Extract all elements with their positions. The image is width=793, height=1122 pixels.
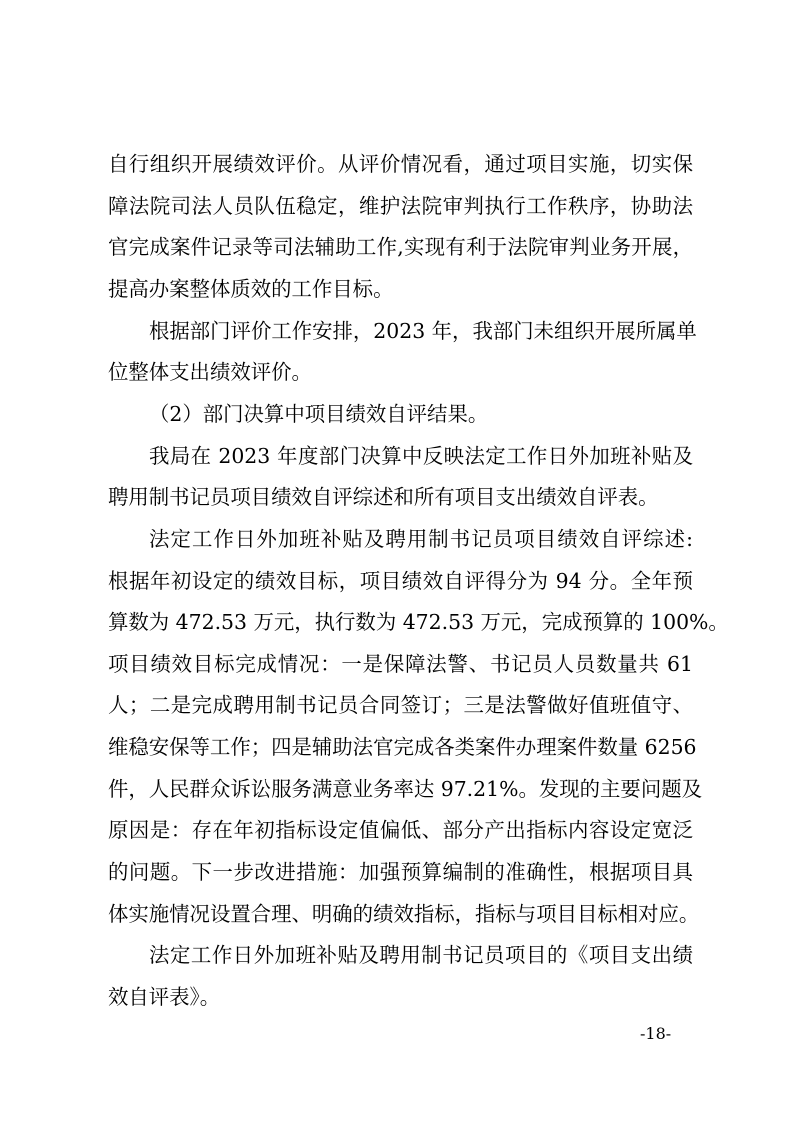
paragraph-line: 聘用制书记员项目绩效自评综述和所有项目支出绩效自评表。 <box>108 485 659 510</box>
paragraph-line: 人；二是完成聘用制书记员合同签订；三是法警做好值班值守、 <box>108 693 693 718</box>
paragraph-line: 位整体支出绩效评价。 <box>108 360 312 385</box>
section-heading: （2）部门决算中项目绩效自评结果。 <box>149 401 489 426</box>
paragraph-line: 件，人民群众诉讼服务满意业务率达 97.21%。发现的主要问题及 <box>108 776 702 801</box>
paragraph-line: 原因是：存在年初指标设定值偏低、部分产出指标内容设定宽泛 <box>108 818 693 843</box>
paragraph-line: 法定工作日外加班补贴及聘用制书记员项目的《项目支出绩 <box>149 943 693 968</box>
paragraph-line: 官完成案件记录等司法辅助工作,实现有利于法院审判业务开展， <box>108 235 693 260</box>
paragraph-line: 体实施情况设置合理、明确的绩效指标，指标与项目目标相对应。 <box>108 901 700 926</box>
paragraph-line: 法定工作日外加班补贴及聘用制书记员项目绩效自评综述: <box>149 526 693 551</box>
paragraph-line: 算数为 472.53 万元，执行数为 472.53 万元，完成预算的 100%。 <box>108 610 729 635</box>
paragraph-line: 维稳安保等工作；四是辅助法官完成各类案件办理案件数量 6256 <box>108 735 697 760</box>
page-number: -18- <box>640 1024 672 1043</box>
paragraph-line: 项目绩效目标完成情况：一是保障法警、书记员人员数量共 61 <box>108 651 693 676</box>
paragraph-line: 障法院司法人员队伍稳定，维护法院审判执行工作秩序，协助法 <box>108 193 693 218</box>
paragraph-line: 的问题。下一步改进措施：加强预算编制的准确性，根据项目具 <box>108 860 693 885</box>
paragraph-line: 我局在 2023 年度部门决算中反映法定工作日外加班补贴及 <box>149 443 693 468</box>
paragraph-line: 根据部门评价工作安排，2023 年，我部门未组织开展所属单 <box>149 318 697 343</box>
paragraph-line: 自行组织开展绩效评价。从评价情况看，通过项目实施，切实保 <box>108 152 693 176</box>
paragraph-line: 效自评表》。 <box>108 985 221 1009</box>
paragraph-line: 根据年初设定的绩效目标，项目绩效自评得分为 94 分。全年预 <box>108 568 693 593</box>
paragraph-line: 提高办案整体质效的工作目标。 <box>108 276 394 301</box>
